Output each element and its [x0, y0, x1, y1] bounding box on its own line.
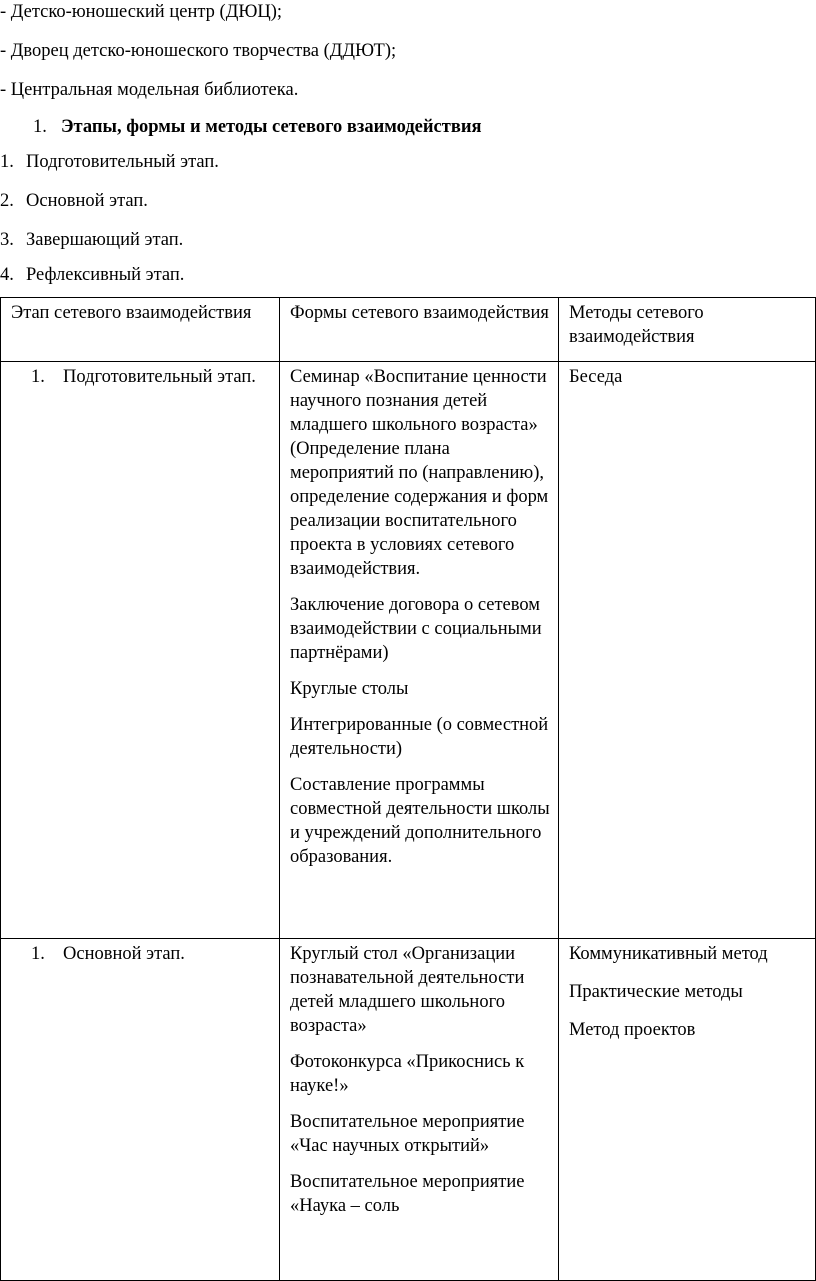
header-methods: Методы сетевого взаимодействия — [559, 298, 816, 362]
stages-list-item — [0, 263, 184, 287]
intro-list-item: - Центральная модельная библиотека. — [0, 80, 299, 100]
intro-list-item: - Детско-юношеский центр (ДЮЦ); — [0, 2, 282, 22]
stages-list-text: Завершающий этап. — [26, 230, 184, 250]
form-item: Заключение договора о сетевом взаимодействии с социальными партнёрами) — [290, 595, 542, 663]
stages-list-text: Основной этап. — [26, 191, 148, 211]
method-item: Коммуникативный метод — [569, 944, 768, 964]
form-item: Круглые столы — [290, 679, 409, 699]
stages-list-item — [0, 189, 148, 213]
table-row — [1, 939, 816, 1281]
stage-number: 1. — [31, 944, 45, 964]
stages-list-item — [0, 228, 183, 252]
stages-list-text: Подготовительный этап. — [26, 152, 219, 172]
stages-list-number: 3. — [0, 230, 14, 250]
method-item: Метод проектов — [569, 1020, 696, 1040]
section-heading-text: Этапы, формы и методы сетевого взаимодействия — [61, 117, 482, 137]
stages-table — [0, 297, 816, 1281]
intro-list-item: - Дворец детско-юношеского творчества (ДДЮТ); — [0, 41, 397, 61]
form-item: Фотоконкурса «Прикоснись к науке!» — [290, 1052, 525, 1096]
method-item: Практические методы — [569, 982, 743, 1002]
table-header-row — [1, 298, 816, 362]
section-heading-number: 1. — [33, 117, 47, 137]
form-item: Воспитательное мероприятие «Наука – соль — [290, 1172, 525, 1216]
forms-cell — [280, 362, 559, 939]
form-item: Составление программы совместной деятельности школы и учреждений дополнительного образования. — [290, 775, 550, 867]
stage-cell — [1, 939, 280, 1281]
method-item: Беседа — [569, 367, 623, 387]
form-item: Воспитательное мероприятие «Час научных открытий» — [290, 1112, 525, 1156]
stages-list-text: Рефлексивный этап. — [26, 265, 185, 285]
methods-cell — [559, 939, 816, 1281]
stages-list-number: 1. — [0, 152, 14, 172]
stages-list-item — [0, 150, 219, 174]
form-item: Круглый стол «Организации познавательной деятельности детей младшего школьного возраста» — [290, 944, 525, 1036]
section-heading — [33, 115, 482, 139]
methods-cell — [559, 362, 816, 939]
forms-cell — [280, 939, 559, 1281]
stages-list-number: 2. — [0, 191, 14, 211]
header-forms: Формы сетевого взаимодействия — [280, 298, 559, 362]
stages-list-number: 4. — [0, 265, 14, 285]
stage-cell — [1, 362, 280, 939]
table-row — [1, 362, 816, 939]
form-item: Интегрированные (о совместной деятельности) — [290, 715, 549, 759]
form-item: Семинар «Воспитание ценности научного познания детей младшего школьного возраста» (Определение плана мероприятий по (направлению), определение содержания и форм реализации воспитательного проекта в условиях сетевого взаимодействия. — [290, 367, 549, 579]
stage-name: Основной этап. — [63, 944, 185, 964]
stage-number: 1. — [31, 367, 45, 387]
header-stage: Этап сетевого взаимодействия — [1, 298, 280, 362]
stage-name: Подготовительный этап. — [63, 367, 256, 387]
